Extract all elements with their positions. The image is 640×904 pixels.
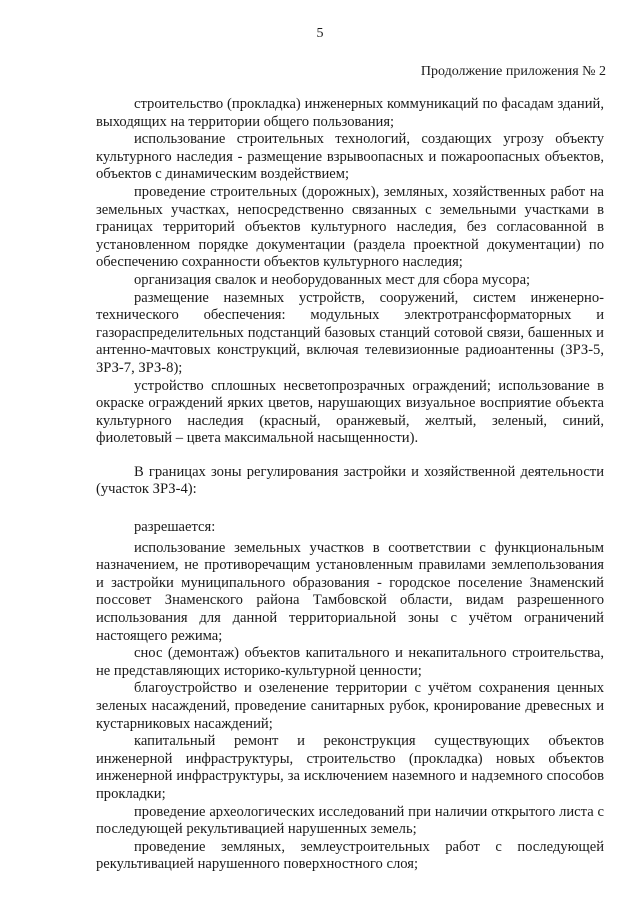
page-number: 5 <box>316 26 324 41</box>
document-body <box>96 96 604 874</box>
restriction-paragraph: строительство (прокладка) инженерных коммуникаций по фасадам зданий, выходящих на территории общего пользования; <box>96 96 604 130</box>
allowed-item: благоустройство и озеленение территории с учётом сохранения ценных зеленых насаждений, проведение санитарных рубок, кронирование древесных и кустарниковых насаждений; <box>96 680 604 732</box>
allowed-item: использование земельных участков в соответствии с функциональным назначением, не противоречащим установленным правилами землепользования и застройки муниципального образования - городское поселение Знаменский поссовет Знаменского района Тамбовской области, видам разрешенного использования для данной территориальной зоны с учётом ограничений настоящего режима; <box>96 539 604 644</box>
restriction-paragraph: организация свалок и необорудованных мест для сбора мусора; <box>134 271 531 288</box>
zone-section-heading: В границах зоны регулирования застройки и хозяйственной деятельности (участок ЗРЗ-4): <box>96 463 604 498</box>
restriction-paragraph: использование строительных технологий, создающих угрозу объекту культурного наследия - размещение взрывоопасных и пожароопасных объектов, объектов с динамическим воздействием; <box>96 131 604 183</box>
allowed-label: разрешается: <box>134 519 216 536</box>
appendix-continuation-note: Продолжение приложения № 2 <box>420 64 606 79</box>
allowed-item: снос (демонтаж) объектов капитального и некапитального строительства, не представляющих историко-культурной ценности; <box>96 645 604 679</box>
restriction-paragraph: устройство сплошных несветопрозрачных ограждений; использование в окраске ограждений ярких цветов, нарушающих визуальное восприятие объекта культурного наследия (красный, оранжевый, желтый, зеленый, синий, фиолетовый – цвета максимальной насыщенности). <box>96 377 604 447</box>
allowed-item: проведение археологических исследований при наличии открытого листа с последующей рекультивацией нарушенных земель; <box>96 803 604 838</box>
restriction-paragraph: проведение строительных (дорожных), земляных, хозяйственных работ на земельных участках, непосредственно связанных с земельными участками в границах территорий объектов культурного наследия, без согласованной в установленном порядке документации (раздела проектной документации) по обеспечению сохранности объектов культурного наследия; <box>96 183 604 271</box>
allowed-item: проведение земляных, землеустроительных работ с последующей рекультивацией нарушенного поверхностного слоя; <box>96 838 604 873</box>
restriction-paragraph: размещение наземных устройств, сооружений, систем инженерно-технического обеспечения: модульных электротрансформаторных и газораспределительных подстанций базовых станций сотовой связи, башенных и антенно-мачтовых конструкций, включая телевизионные радиоантенны (ЗРЗ-5, ЗРЗ-7, ЗРЗ-8); <box>96 289 604 376</box>
allowed-item: капитальный ремонт и реконструкция существующих объектов инженерной инфраструктуры, строительство (прокладка) новых объектов инженерной инфраструктуры, за исключением наземного и надземного способов прокладки; <box>96 733 604 802</box>
